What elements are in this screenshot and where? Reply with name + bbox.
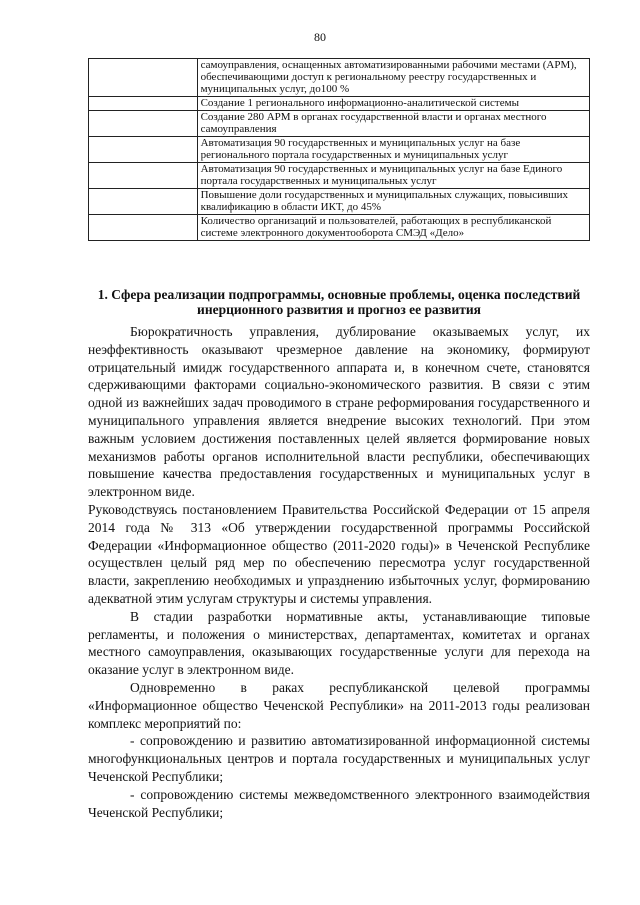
table-cell: Количество организаций и пользователей, работающих в республиканской системе электронного документооборота СМЭД «Дело» (197, 215, 589, 241)
page-number: 80 (314, 30, 326, 44)
table-cell: Создание 1 регионального информационно-аналитической системы (197, 97, 589, 111)
table-cell-empty (89, 215, 198, 241)
table-row (89, 97, 590, 111)
table-row (89, 163, 590, 189)
table-cell-empty (89, 59, 198, 97)
table-row (89, 59, 590, 97)
table-row (89, 111, 590, 137)
table-cell-empty (89, 189, 198, 215)
paragraph: Руководствуясь постановлением Правительства Российской Федерации от 15 апреля 2014 года № 313 «Об утверждении государственной программы Российской Федерации «Информационное общество (2011-2020 годы)» в Чеченской Республике осуществлен целый ряд мер по обеспечению пересмотра услуг государственной власти, закреплению необходимых и упразднению избыточных услуг, формированию адекватной этим услугам структуры и системы управления. (88, 501, 590, 606)
table-row (89, 189, 590, 215)
list-item: - сопровождению системы межведомственного электронного взаимодействия Чеченской Республики; (88, 786, 590, 820)
table-cell: Автоматизация 90 государственных и муниципальных услуг на базе регионального портала государственных и муниципальных услуг (197, 137, 589, 163)
paragraph: Бюрократичность управления, дублирование оказываемых услуг, их неэффективность оказывают чрезмерное давление на экономику, формируют отрицательный имидж государственного аппарата и, в конечном счете, становятся сдерживающими факторами социально-экономического развития. В связи с этим одной из важнейших задач проводимого в стране реформирования государственного и муниципального управления является внедрение высоких технологий. При этом важным условием достижения поставленных целей является формирование новых механизмов работы органов исполнительной власти республики, обеспечивающих повышение качества предоставления государственных и муниципальных услуг в электронном виде. (88, 324, 590, 500)
table-cell: Создание 280 АРМ в органах государственной власти и органах местного самоуправления (197, 111, 589, 137)
table-cell: Автоматизация 90 государственных и муниципальных услуг на базе Единого портала государственных и муниципальных услуг (197, 163, 589, 189)
table-cell-empty (89, 111, 198, 137)
table-row (89, 137, 590, 163)
paragraph: Одновременно в раках республиканской целевой программы «Информационное общество Чеченской Республики» на 2011-2013 годы реализован комплекс мероприятий по: (88, 679, 590, 731)
table-cell-empty (89, 163, 198, 189)
table-cell-empty (89, 137, 198, 163)
indicators-table (88, 58, 590, 241)
table-cell-empty (89, 97, 198, 111)
section-heading: 1. Сфера реализации подпрограммы, основные проблемы, оценка последствий инерционного развития и прогноз ее развития (97, 287, 581, 317)
paragraph: В стадии разработки нормативные акты, устанавливающие типовые регламенты, и положения о министерствах, департаментах, комитетах и органах местного самоуправления, оказывающих государственные услуги для перехода на оказание услуг в электронном виде. (88, 608, 590, 678)
table-row (89, 215, 590, 241)
table-cell: самоуправления, оснащенных автоматизированными рабочими местами (АРМ), обеспечивающими доступ к региональному реестру государственных и муниципальных услуг, до100 % (197, 59, 589, 97)
list-item: - сопровождению и развитию автоматизированной информационной системы многофункциональных центров и портала государственных и муниципальных услуг Чеченской Республики; (88, 733, 590, 784)
body-text (88, 323, 590, 821)
table-cell: Повышение доли государственных и муниципальных служащих, повысивших квалификацию в области ИКТ, до 45% (197, 189, 589, 215)
